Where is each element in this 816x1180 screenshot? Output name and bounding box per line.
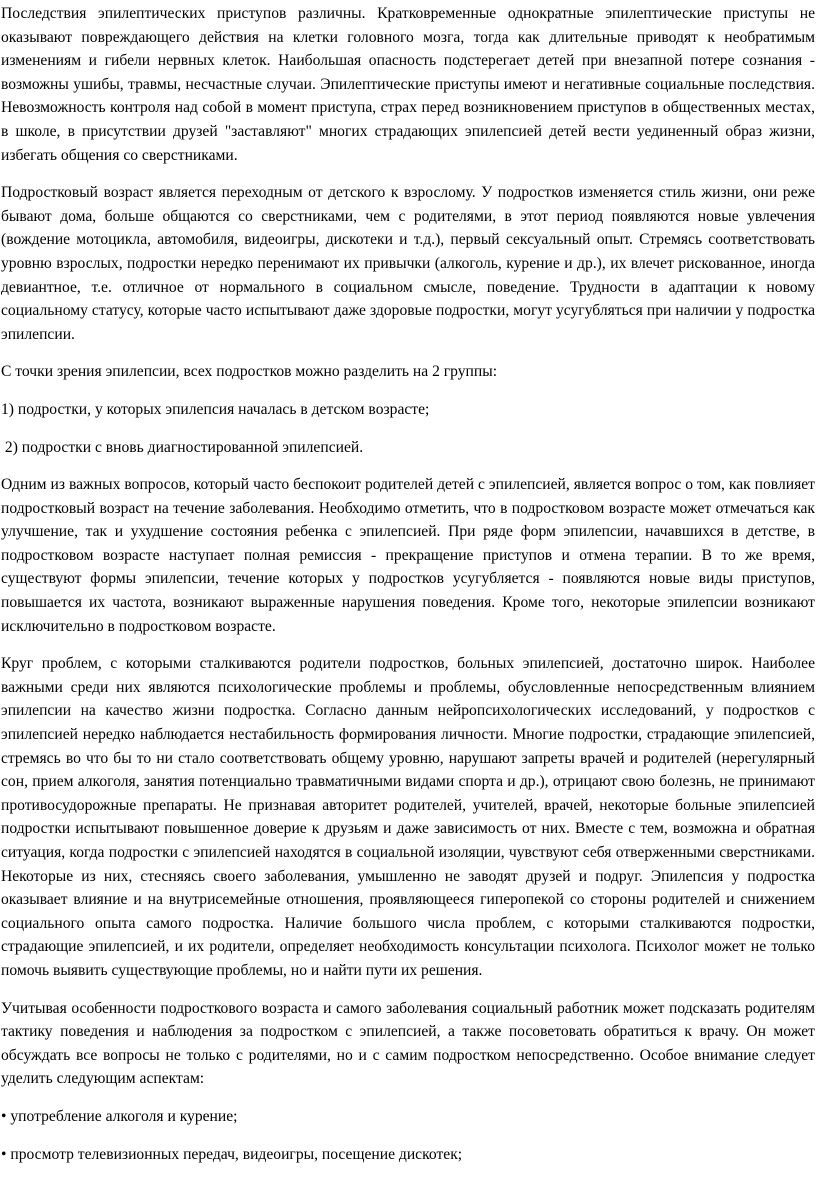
list-item-group-2: 2) подростки с вновь диагностированной эпилепсией. [1,438,364,456]
list-item-group-1: 1) подростки, у которых эпилепсия началась в детском возрасте; [1,400,430,418]
paragraph-adolescence: Подростковый возраст является переходным от детского к взрослому. У подростков изменяется стиль жизни, они реже бывают дома, больше общаются со сверстниками, чем с родителями, в этот период появляются новые увлечения (вождение мотоцикла, автомобиля, видеоигры, дискотеки и т.д.), первый сексуальный опыт. Стремясь соответствовать уровню взрослых, подростки нередко перенимают их привычки (алкоголь, курение и др.), их влечет рискованное, иногда девиантное, т.е. отличное от нормального в социальном смысле, поведение. Трудности в адаптации к новому социальному статусу, которые часто испытывают даже здоровые подростки, могут усугубляться при наличии у подростка эпилепсии. [1,184,815,343]
paragraph-course-of-disease: Одним из важных вопросов, который часто беспокоит родителей детей с эпилепсией, является вопрос о том, как повлияет подростковый возраст на течение заболевания. Необходимо отметить, что в подростковом возрасте может отмечаться как улучшение, так и ухудшение состояния ребенка с эпилепсией. При ряде форм эпилепсии, начавшихся в детстве, в подростковом возрасте наступает полная ремиссия - прекращение приступов и отмена терапии. В то же время, существуют формы эпилепсии, течение которых у подростков усугубляется - появляются новые виды приступов, повышается их частота, возникают выраженные нарушения поведения. Кроме того, некоторые эпилепсии возникают исключительно в подростковом возрасте. [1,476,815,635]
paragraph-consequences: Последствия эпилептических приступов различны. Кратковременные однократные эпилептические приступы не оказывают повреждающего действия на клетки головного мозга, тогда как длительные приводят к необратимым изменениям и гибели нервных клеток. Наибольшая опасность подстерегает детей при внезапной потере сознания - возможны ушибы, травмы, несчастные случаи. Эпилептические приступы имеют и негативные социальные последствия. Невозможность контроля над собой в момент приступа, страх перед возникновением приступов в общественных местах, в школе, в присутствии друзей "заставляют" многих страдающих эпилепсией детей вести уединенный образ жизни, избегать общения со сверстниками. [1,5,815,164]
bullet-item-alcohol: • употребление алкоголя и курение; [1,1107,238,1125]
bullet-item-tv-games: • просмотр телевизионных передач, видеоигры, посещение дискотек; [1,1145,463,1163]
paragraph-social-worker: Учитывая особенности подросткового возраста и самого заболевания социальный работник может подсказать родителям тактику поведения и наблюдения за подростком с эпилепсией, а также посоветовать обратиться к врачу. Он может обсуждать все вопросы не только с родителями, но и с самим подростком непосредственно. Особое внимание следует уделить следующим аспектам: [1,999,815,1088]
paragraph-problems: Круг проблем, с которыми сталкиваются родители подростков, больных эпилепсией, достаточно широк. Наиболее важными среди них являются психологические проблемы и проблемы, обусловленные непосредственным влиянием эпилепсии на качество жизни подростка. Согласно данным нейропсихологических исследований, у подростков с эпилепсией нередко наблюдается нестабильность формирования личности. Многие подростки, страдающие эпилепсией, стремясь во что бы то ни стало соответствовать общему уровню, нарушают запреты врачей и родителей (нерегулярный сон, прием алкоголя, занятия потенциально травматичными видами спорта и др.), отрицают свою болезнь, не принимают противосудорожные препараты. Не признавая авторитет родителей, учителей, врачей, некоторые больные эпилепсией подростки испытывают повышенное доверие к друзьям и даже зависимость от них. Вместе с тем, возможна и обратная ситуация, когда подростки с эпилепсией находятся в социальной изоляции, чувствуют себя отверженными сверстниками. Некоторые из них, стесняясь своего заболевания, умышленно не заводят друзей и подруг. Эпилепсия у подростка оказывает влияние и на внутрисемейные отношения, проявляющееся гиперопекой со стороны родителей и снижением социального опыта самого подростка. Наличие большого числа проблем, с которыми сталкиваются подростки, страдающие эпилепсией, и их родители, определяет необходимость консультации психолога. Психолог может не только помочь выявить существующие проблемы, но и найти пути их решения. [1,655,815,979]
paragraph-groups-intro: С точки зрения эпилепсии, всех подростков можно разделить на 2 группы: [1,363,498,381]
